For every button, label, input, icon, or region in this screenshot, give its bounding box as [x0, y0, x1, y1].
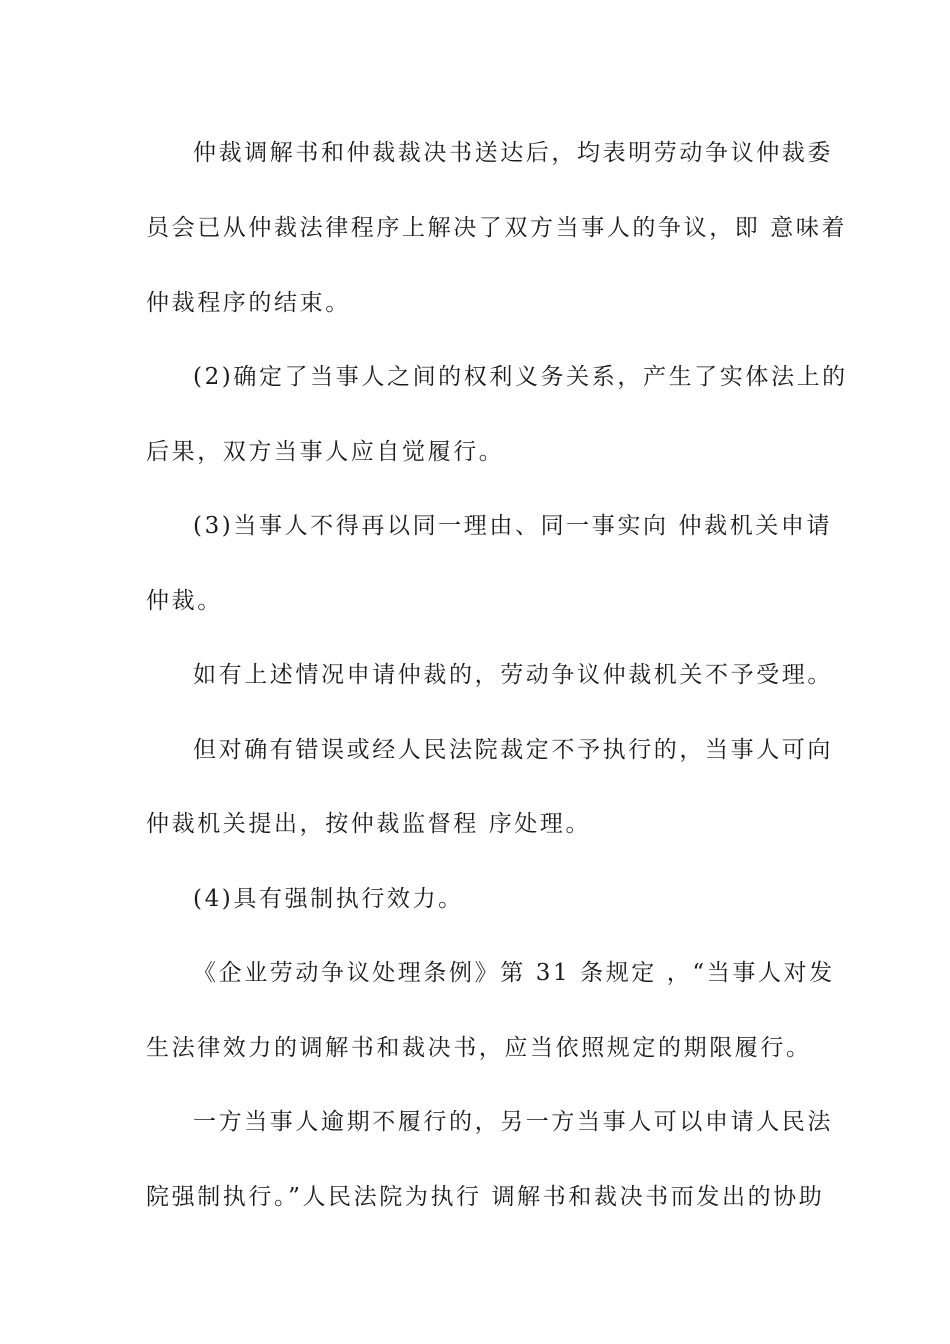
- paragraph-line: 仲裁调解书和仲裁裁决书送达后，均表明劳动争议仲裁委: [193, 140, 833, 166]
- paragraph-line: 后果，双方当事人应自觉履行。: [146, 439, 505, 465]
- paragraph-line: 院强制执行。”人民法院为执行 调解书和裁决书而发出的协助: [146, 1184, 825, 1210]
- paragraph-line: 一方当事人逾期不履行的，另一方当事人可以申请人民法: [193, 1109, 833, 1135]
- paragraph-line: 生法律效力的调解书和裁决书，应当依照规定的期限履行。: [146, 1035, 812, 1061]
- paragraph-line: 《企业劳动争议处理条例》第 31 条规定 ，“当事人对发: [193, 960, 835, 986]
- paragraph-line: 如有上述情况申请仲裁的，劳动争议仲裁机关不予受理。: [193, 662, 833, 688]
- paragraph-line: (2)确定了当事人之间的权利义务关系，产生了实体法上的: [193, 364, 848, 390]
- paragraph-line: 仲裁机关提出，按仲裁监督程 序处理。: [146, 811, 592, 837]
- paragraph-line: (4)具有强制执行效力。: [193, 886, 464, 912]
- paragraph-line: 仲裁程序的结束。: [146, 290, 351, 316]
- paragraph-line: 仲裁。: [146, 588, 223, 614]
- paragraph-line: (3)当事人不得再以同一理由、同一事实向 仲裁机关申请: [193, 513, 833, 539]
- paragraph-line: 员会已从仲裁法律程序上解决了双方当事人的争议，即 意味着: [146, 215, 848, 241]
- paragraph-line: 但对确有错误或经人民法院裁定不予执行的，当事人可向: [193, 737, 833, 763]
